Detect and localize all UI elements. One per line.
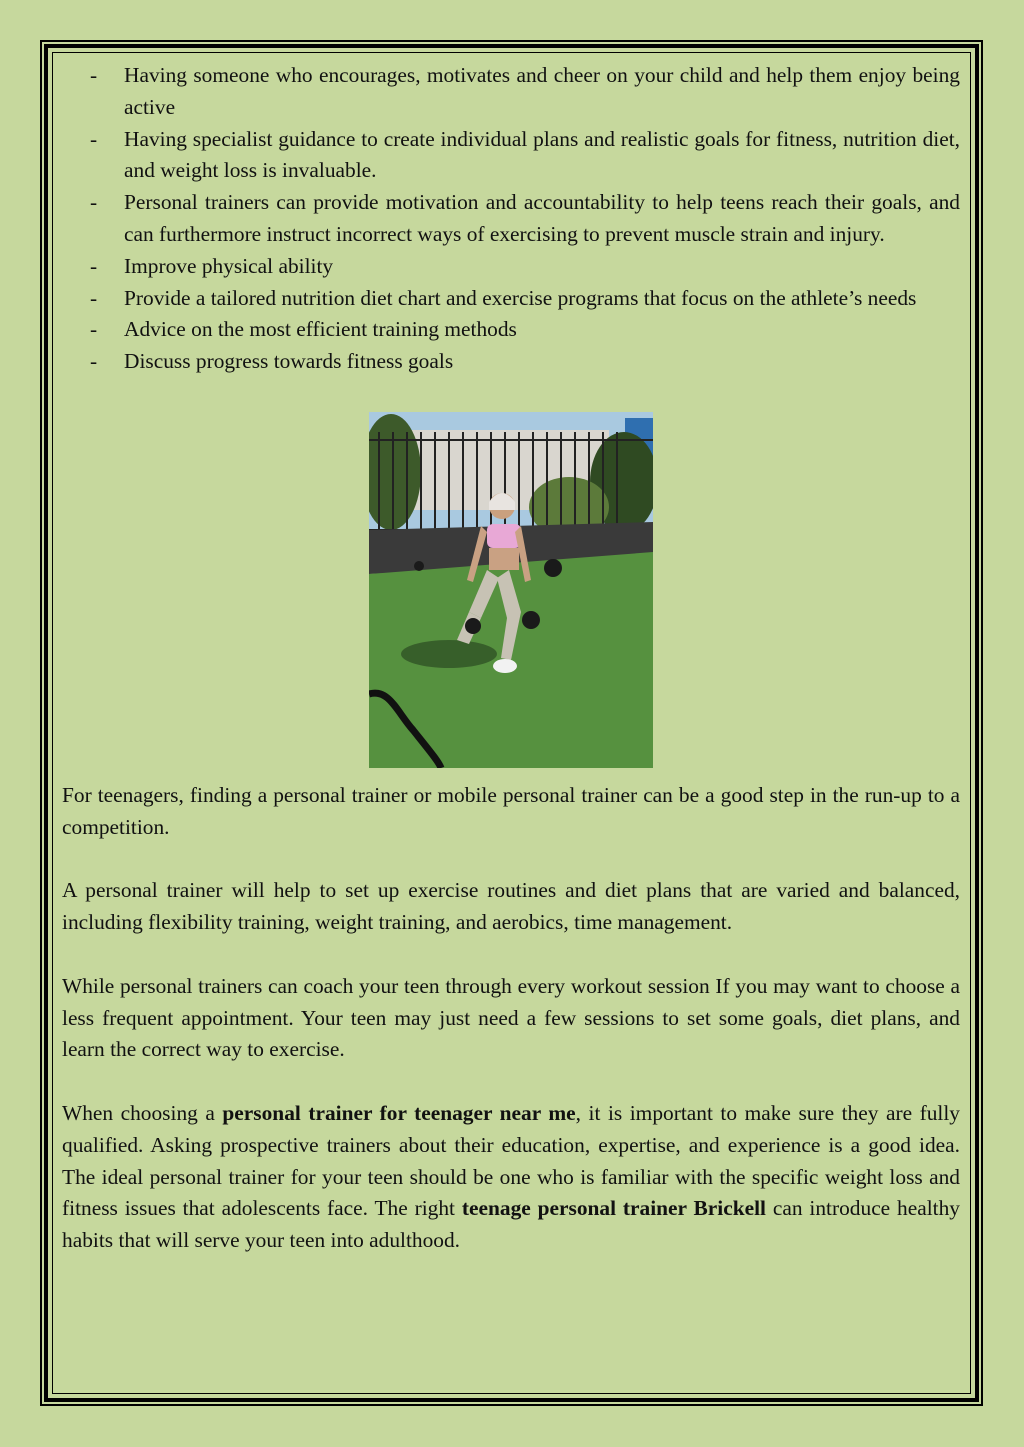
paragraph-4 xyxy=(62,1098,960,1257)
list-item-text: Discuss progress towards fitness goals xyxy=(124,349,454,374)
paragraph-3: While personal trainers can coach your teen through every workout session If you may want to choose a less frequent appointment. Your teen may just need a few sessions to set some goals, diet plans, and learn the correct way to exercise. xyxy=(62,973,960,1062)
photo-medicine-ball xyxy=(544,559,562,577)
bullet-dash: - xyxy=(90,349,98,374)
trainer-photo xyxy=(369,412,653,768)
list-item-text: Having specialist guidance to create individual plans and realistic goals for fitness, nutrition diet, and weight loss is invaluable. xyxy=(124,126,960,183)
list-item xyxy=(62,346,960,378)
paragraph-4-text-c: can introduce healthy habits that will serve your teen into adulthood. xyxy=(62,1196,960,1253)
benefits-list xyxy=(62,60,960,378)
bullet-dash: - xyxy=(90,285,98,310)
list-item-text: Personal trainers can provide motivation and accountability to help teens reach their goals, and can furthermore instruct incorrect ways of exercising to prevent muscle strain and injury. xyxy=(124,190,960,246)
photo-ball-small xyxy=(414,561,424,571)
list-item xyxy=(62,283,960,315)
keyword-link-1: personal trainer for teenager near me xyxy=(222,1100,576,1125)
list-item-text: Having someone who encourages, motivates and cheer on your child and help them enjoy being active xyxy=(124,63,960,119)
bullet-dash: - xyxy=(90,190,98,215)
bullet-dash: - xyxy=(90,63,98,87)
paragraph-4-text-a: When choosing a xyxy=(62,1100,223,1125)
photo-shadow xyxy=(401,640,497,668)
list-item xyxy=(62,60,960,124)
document-content xyxy=(62,60,960,1257)
list-item xyxy=(62,314,960,346)
list-item-text: Advice on the most efficient training methods xyxy=(124,317,517,342)
list-item xyxy=(62,124,960,188)
list-item-text: Improve physical ability xyxy=(124,253,334,278)
list-item-text: Provide a tailored nutrition diet chart and exercise programs that focus on the athlete’s needs xyxy=(124,285,917,310)
paragraph-2: A personal trainer will help to set up exercise routines and diet plans that are varied and balanced, including flexibility training, weight training, and aerobics, time management. xyxy=(62,878,960,935)
list-item xyxy=(62,251,960,283)
paragraph-1: For teenagers, finding a personal trainer or mobile personal trainer can be a good step in the run-up to a competition. xyxy=(62,782,960,839)
bullet-dash: - xyxy=(90,317,98,342)
bullet-dash: - xyxy=(90,253,98,278)
keyword-link-2: teenage personal trainer Brickell xyxy=(461,1196,766,1221)
paragraph-4-text-b: , it is important to make sure they are fully qualified. Asking prospective trainers about their education, expertise, and experience is a good idea. The ideal personal trainer for your teen should be one who is familiar with the specific weight loss and fitness issues that adolescents face. The right xyxy=(62,1100,960,1221)
list-item xyxy=(62,187,960,251)
bullet-dash: - xyxy=(90,126,98,151)
